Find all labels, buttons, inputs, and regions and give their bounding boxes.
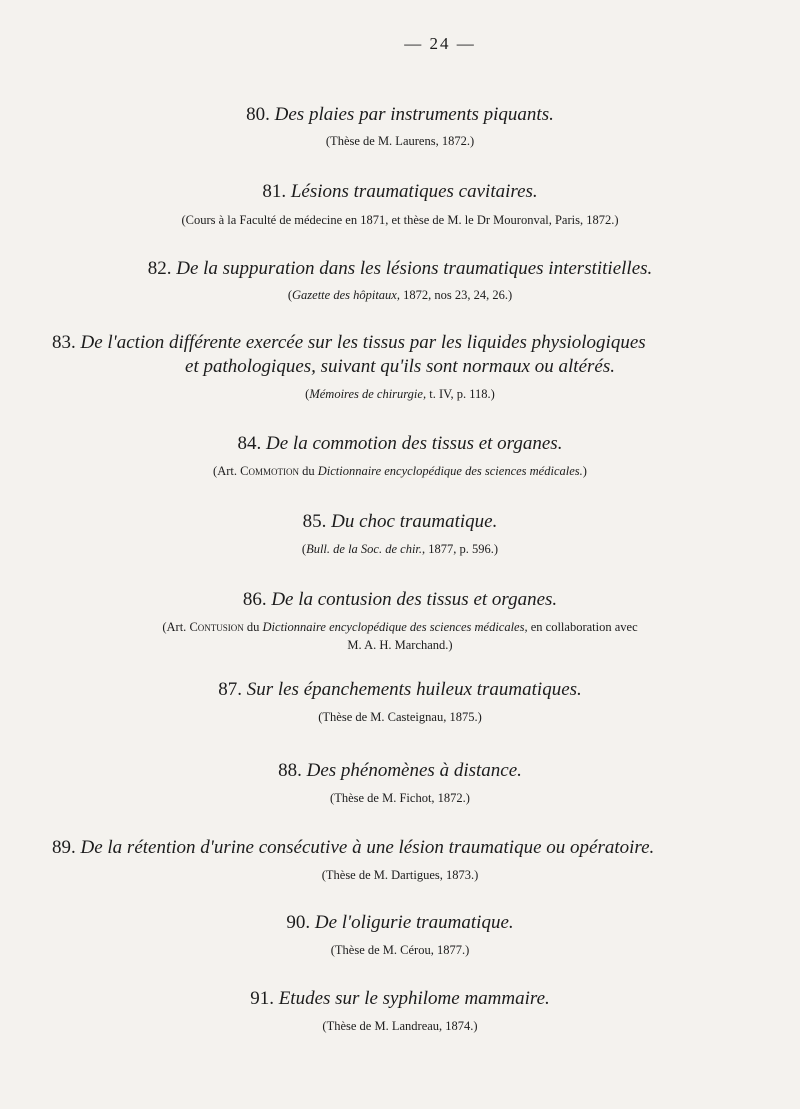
- entry-note-journal: Dictionnaire encyclopédique des sciences médicales,: [262, 620, 528, 634]
- entry-number: 84.: [237, 433, 262, 454]
- entry-number: 90.: [286, 912, 311, 933]
- entry-note-details: ): [582, 464, 587, 478]
- entry-note-details: en collaboration avec: [527, 620, 638, 634]
- bibliography-entry: [0, 511, 800, 557]
- entry-title-continued: [0, 356, 800, 378]
- entry-number: 85.: [302, 511, 327, 532]
- bibliography-entry: [0, 258, 800, 303]
- entry-title-text: De la commotion des tissus et organes.: [266, 433, 563, 454]
- entry-note: (Thèse de M. Casteignau, 1875.): [318, 710, 482, 724]
- bibliography-entry: [0, 679, 800, 725]
- entry-title-text: De la contusion des tissus et organes.: [271, 589, 558, 610]
- entry-title: [0, 104, 800, 126]
- bibliography-entry: [0, 589, 800, 653]
- entry-title: [0, 589, 800, 611]
- entry-note-prefix: (Art.: [213, 464, 241, 478]
- entry-note-journal: Gazette des hôpitaux,: [292, 288, 400, 302]
- bibliography-entry: [0, 433, 800, 479]
- entry-title: [0, 181, 800, 203]
- entry-title: [0, 258, 800, 280]
- entry-title-text: Des plaies par instruments piquants.: [274, 104, 554, 125]
- entry-number: 89.: [52, 837, 76, 858]
- entry-title-text: Lésions traumatiques cavitaires.: [290, 181, 538, 202]
- entry-title-text: De la rétention d'urine consécutive à une lésion traumatique ou opératoire.: [80, 837, 655, 858]
- bibliography-entry: [0, 988, 800, 1034]
- entry-note-journal: Dictionnaire encyclopédique des sciences médicales.: [317, 464, 583, 478]
- entry-number: 80.: [246, 104, 270, 125]
- entry-number: 81.: [262, 181, 287, 202]
- entry-note-article: Commotion: [240, 464, 299, 478]
- entry-note-journal: Mémoires de chirurgie,: [309, 387, 427, 401]
- entry-note: (Thèse de M. Fichot, 1872.): [330, 791, 470, 805]
- entry-number: 86.: [242, 589, 267, 610]
- entry-note-line2: M. A. H. Marchand.): [347, 638, 453, 652]
- entry-title-text-2: et pathologiques, suivant qu'ils sont normaux ou altérés.: [185, 356, 615, 377]
- entry-title-text: De l'action différente exercée sur les tissus par les liquides physiologiques: [80, 332, 646, 353]
- entry-title: [0, 912, 800, 934]
- entry-title: [0, 760, 800, 782]
- entry-note: (Thèse de M. Dartigues, 1873.): [321, 868, 479, 882]
- entry-title: [0, 433, 800, 455]
- entry-number: 83.: [52, 332, 76, 353]
- entry-note-details: t. IV, p. 118.): [426, 387, 495, 401]
- entry-note-article: Contusion: [189, 620, 244, 634]
- entry-note-connector: du: [243, 620, 263, 634]
- entry-title: [0, 988, 800, 1010]
- entry-title-text: De l'oligurie traumatique.: [314, 912, 514, 933]
- entry-note: (Cours à la Faculté de médecine en 1871, et thèse de M. le Dr Mouronval, Paris, 1872.): [181, 213, 619, 227]
- entry-title-text: Du choc traumatique.: [331, 511, 498, 532]
- entry-note-details: 1872, nos 23, 24, 26.): [399, 288, 513, 302]
- entry-title-text: Des phénomènes à distance.: [306, 760, 522, 781]
- bibliography-entry: [0, 181, 800, 228]
- entry-number: 88.: [278, 760, 302, 781]
- entry-title: [0, 837, 800, 859]
- entry-note: (Gazette des hôpitaux, 1872, nos 23, 24, 26.): [287, 288, 513, 302]
- entry-title-text: De la suppuration dans les lésions traumatiques interstitielles.: [176, 258, 653, 279]
- entry-note: (Thèse de M. Laurens, 1872.): [325, 134, 475, 148]
- page-number: — 24 —: [404, 34, 476, 53]
- bibliography-entry: [0, 912, 800, 958]
- entry-number: 82.: [147, 258, 172, 279]
- entry-number: 87.: [218, 679, 242, 700]
- bibliography-entry: [0, 760, 800, 806]
- entry-title: [0, 679, 800, 701]
- entry-note: (Thèse de M. Cérou, 1877.): [330, 943, 470, 957]
- entry-number: 91.: [250, 988, 274, 1009]
- bibliography-entry: [0, 332, 800, 402]
- entry-note-journal: Bull. de la Soc. de chir.: [306, 542, 423, 556]
- bibliography-entry: [0, 837, 800, 883]
- entry-note-connector: du: [298, 464, 318, 478]
- entry-title: [0, 511, 800, 533]
- entry-title-text: Etudes sur le syphilome mammaire.: [278, 988, 550, 1009]
- entry-note: (Bull. de la Soc. de chir., 1877, p. 596.): [301, 542, 499, 556]
- entry-note: [0, 620, 800, 635]
- bibliography-entry: [0, 104, 800, 149]
- entry-note: [0, 464, 800, 479]
- entry-note-details: , 1877, p. 596.): [422, 542, 499, 556]
- entry-note: (Thèse de M. Landreau, 1874.): [322, 1019, 478, 1033]
- entry-title: [0, 332, 800, 354]
- entry-note-prefix: (Art.: [162, 620, 190, 634]
- entry-note: (Mémoires de chirurgie, t. IV, p. 118.): [305, 387, 495, 401]
- entry-title-text: Sur les épanchements huileux traumatiques.: [246, 679, 582, 700]
